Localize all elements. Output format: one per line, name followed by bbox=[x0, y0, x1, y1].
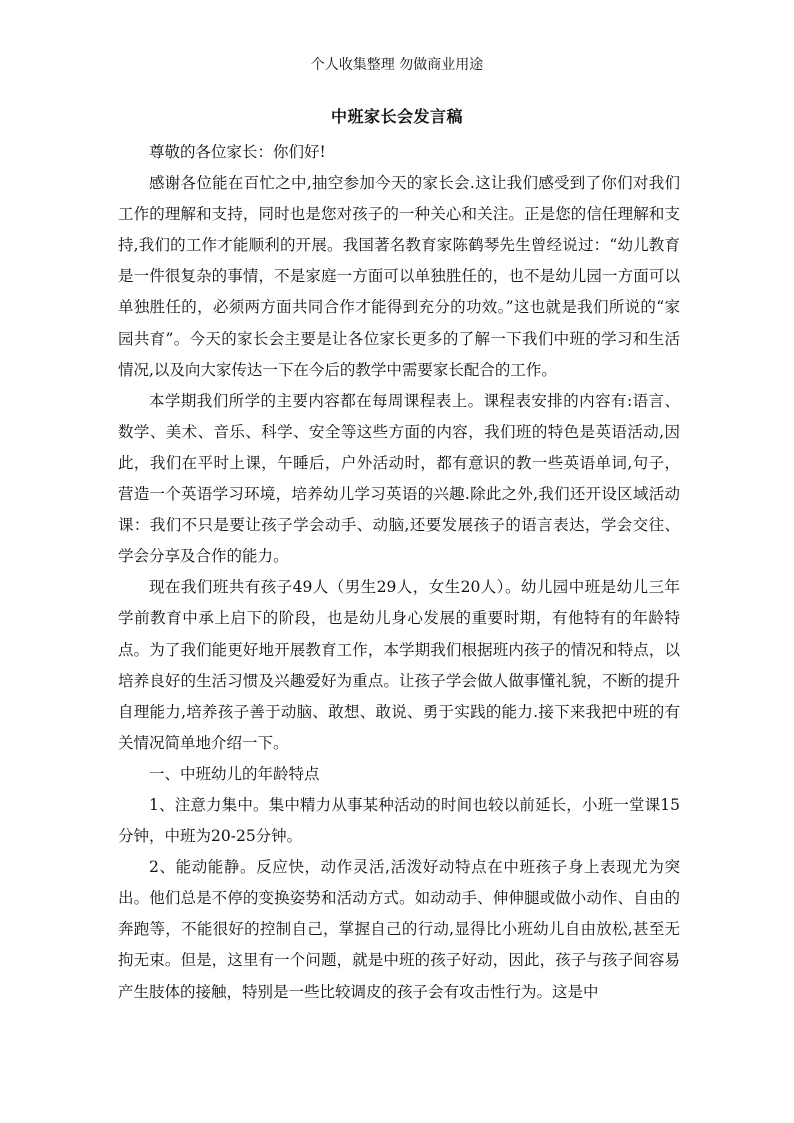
page-header: 个人收集整理 勿做商业用途 bbox=[310, 57, 484, 73]
body-paragraph: 感谢各位能在百忙之中,抽空参加今天的家长会.这让我们感受到了你们对我们工作的理解和支持，同时也是您对孩子的一种关心和关注。正是您的信任理解和支持,我们的工作才能顺利的开展。我国著名教育家陈鹤琴先生曾经说过：“幼儿教育是一件很复杂的事情，不是家庭一方面可以单独胜任的，也不是幼儿园一方面可以单独胜任的，必须两方面共同合作才能得到充分的功效。”这也就是我们所说的“家园共育”。今天的家长会主要是让各位家长更多的了解一下我们中班的学习和生活情况,以及向大家传达一下在今后的教学中需要家长配合的工作。 bbox=[118, 174, 680, 379]
salutation-paragraph: 尊敬的各位家长：你们好! bbox=[149, 143, 326, 161]
body-paragraph: 2、能动能静。反应快，动作灵活,活泼好动特点在中班孩子身上表现尤为突出。他们总是不停的变换姿势和活动方式。如动动手、伸伸腿或做小动作、自由的奔跑等，不能很好的控制自己，掌握自己的行动,显得比小班幼儿自由放松,甚至无拘无束。但是，这里有一个问题，就是中班的孩子好动，因此，孩子与孩子间容易产生肢体的接触，特别是一些比较调皮的孩子会有攻击性行为。这是中 bbox=[118, 858, 680, 1001]
body-paragraph: 本学期我们所学的主要内容都在每周课程表上。课程表安排的内容有:语言、数学、美术、音乐、科学、安全等这些方面的内容，我们班的特色是英语活动,因此，我们在平时上课，午睡后，户外活动时，都有意识的教一些英语单词,句子，营造一个英语学习环境，培养幼儿学习英语的兴趣.除此之外,我们还开设区域活动课：我们不只是要让孩子学会动手、动脑,还要发展孩子的语言表达，学会交往、学会分享及合作的能力。 bbox=[118, 391, 680, 566]
document-title: 中班家长会发言稿 bbox=[330, 107, 463, 126]
body-paragraph: 1、注意力集中。集中精力从事某种活动的时间也较以前延长，小班一堂课15分钟，中班为20-25分钟。 bbox=[118, 795, 680, 846]
body-paragraph: 现在我们班共有孩子49人（男生29人，女生20人）。幼儿园中班是幼儿三年学前教育中承上启下的阶段，也是幼儿身心发展的重要时期，有他特有的年龄特点。为了我们能更好地开展教育工作，本学期我们根据班内孩子的情况和特点，以培养良好的生活习惯及兴趣爱好为重点。让孩子学会做人做事懂礼貌，不断的提升自理能力,培养孩子善于动脑、敢想、敢说、勇于实践的能力.接下来我把中班的有关情况简单地介绍一下。 bbox=[118, 578, 680, 752]
section-heading: 一、中班幼儿的年龄特点 bbox=[149, 764, 320, 783]
document-body bbox=[118, 137, 680, 1008]
